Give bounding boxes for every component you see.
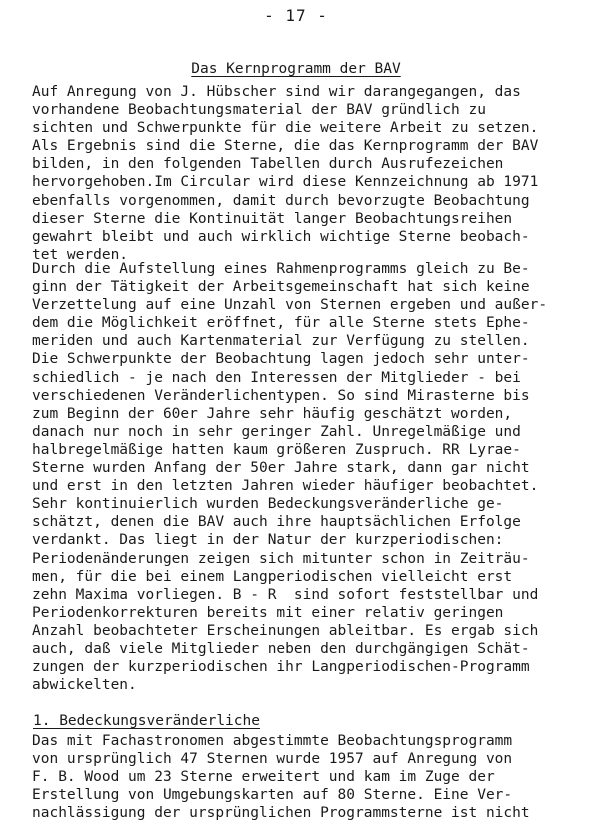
text-line: auch, daß viele Mitglieder neben den durchgängigen Schät- [32,640,530,657]
text-line: Auf Anregung von J. Hübscher sind wir darangegangen, das [32,84,521,100]
text-line: Periodenkorrekturen bereits mit einer relativ geringen [32,604,504,621]
document-title [0,60,592,78]
paragraph-3 [32,732,562,822]
text-line: zungen der kurzperiodischen ihr Langperiodischen-Programm [32,659,530,676]
text-line: halbregelmäßige hatten kaum größeren Zuspruch. RR Lyrae- [32,441,521,458]
text-line: tet werden. [32,246,129,263]
text-line: Verzettelung auf eine Unzahl von Sternen ergeben und außer- [32,297,548,314]
text-line: von ursprünglich 47 Sternen wurde 1957 auf Anregung von [32,751,513,768]
text-line: Periodenänderungen zeigen sich mitunter schon in Zeiträu- [32,550,530,567]
page-number: - 17 - [264,6,328,25]
text-line: abwickelten. [32,677,137,694]
text-line: Als Ergebnis sind die Sterne, die das Kernprogramm der BAV [32,138,539,155]
text-line: sichten und Schwerpunkte für die weitere Arbeit zu setzen. [32,120,539,137]
text-line: nachlässigung der ursprünglichen Programmsterne ist nicht [32,805,530,822]
text-line: ebenfalls vorgenommen, damit durch bevorzugte Beobachtung [32,192,530,209]
text-line: verschiedenen Veränderlichentypen. So sind Mirasterne bis [32,387,530,404]
text-line: ginn der Tätigkeit der Arbeitsgemeinschaft hat sich keine [32,279,530,296]
section-heading [33,712,260,730]
text-line: dieser Sterne die Kontinuität langer Beobachtungsreihen [32,210,513,227]
text-line: Erstellung von Umgebungskarten auf 80 Sterne. Eine Ver- [32,787,513,804]
document-title-text: Das Kernprogramm der BAV [191,61,401,77]
text-line: Das mit Fachastronomen abgestimmte Beobachtungsprogramm [32,733,513,749]
paragraph-2 [32,260,562,694]
text-line: verdankt. Das liegt in der Natur der kurzperiodischen: [32,532,504,549]
text-line: men, für die bei einem Langperiodischen vielleicht erst [32,568,513,585]
text-line: dem die Möglichkeit eröffnet, für alle Sterne stets Ephe- [32,315,530,332]
text-line: Sehr kontinuierlich wurden Bedeckungsveränderliche ge- [32,496,504,513]
text-line: zehn Maxima vorliegen. B - R sind sofort feststellbar und [32,586,539,603]
text-line: vorhandene Beobachtungsmaterial der BAV gründlich zu [32,102,486,119]
text-line: Anzahl beobachteter Erscheinungen ableitbar. Es ergab sich [32,622,539,639]
text-line: bilden, in den folgenden Tabellen durch Ausrufezeichen [32,156,504,173]
text-line: hervorgehoben.Im Circular wird diese Kennzeichnung ab 1971 [32,174,539,191]
text-line: zum Beginn der 60er Jahre sehr häufig geschätzt worden, [32,405,513,422]
text-line: Sterne wurden Anfang der 50er Jahre stark, dann gar nicht [32,460,530,477]
text-line: Die Schwerpunkte der Beobachtung lagen jedoch sehr unter- [32,351,530,368]
text-line: schiedlich - je nach den Interessen der Mitglieder - bei [32,369,521,386]
paragraph-1 [32,83,562,264]
text-line: schätzt, denen die BAV auch ihre hauptsächlichen Erfolge [32,514,521,531]
text-line: gewahrt bleibt und auch wirklich wichtige Sterne beobach- [32,228,530,245]
text-line: meriden und auch Kartenmaterial zur Verfügung zu stellen. [32,333,530,350]
text-line: und erst in den letzten Jahren wieder häufiger beobachtet. [32,478,539,495]
text-line: danach nur noch in sehr geringer Zahl. Unregelmäßige und [32,423,521,440]
text-line: F. B. Wood um 23 Sterne erweitert und kam im Zuge der [32,769,495,786]
section-heading-text: 1. Bedeckungsveränderliche [33,713,260,729]
text-line: Durch die Aufstellung eines Rahmenprogramms gleich zu Be- [32,261,530,277]
